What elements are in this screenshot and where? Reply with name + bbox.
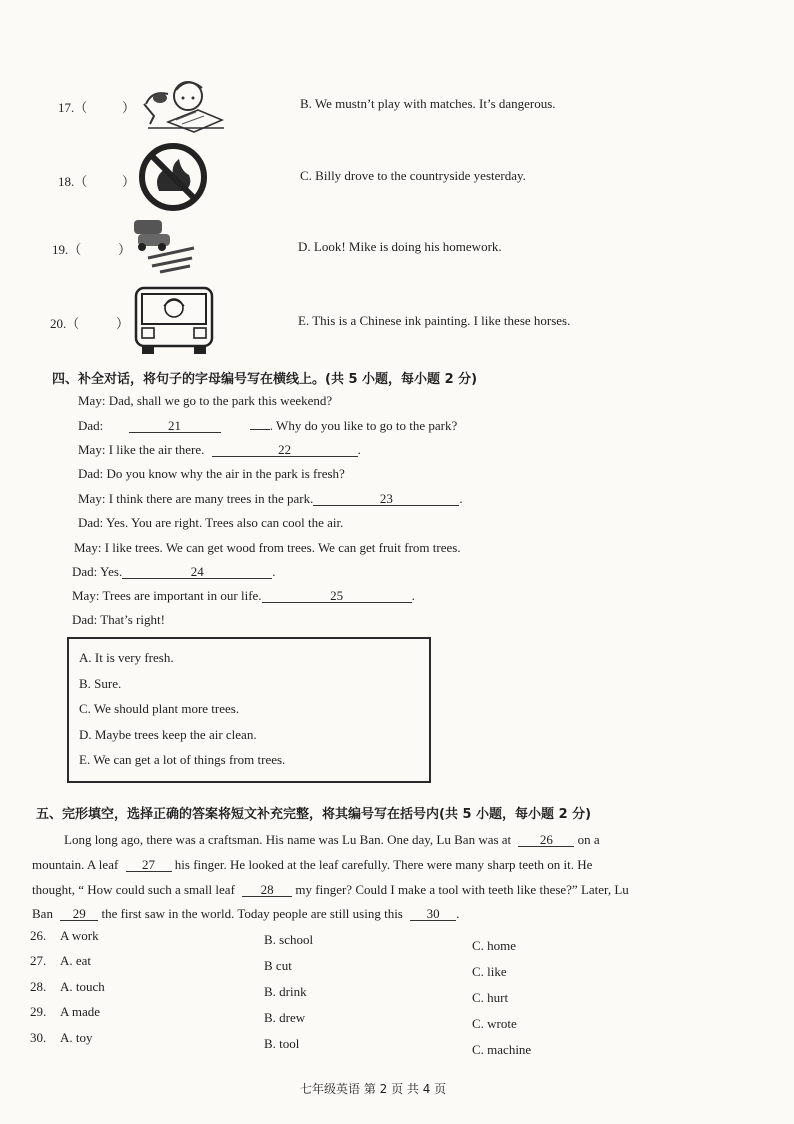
speaker-dad: Dad: [78,418,104,433]
blank-28[interactable]: 28 [242,883,292,897]
choice-27-number: 27. [30,953,47,968]
choice-26-c[interactable]: C. home [472,938,517,953]
bus-driver-picture [132,284,216,356]
choice-27-b[interactable]: B cut [264,958,292,973]
question-19-close: ） [118,242,132,257]
question-19-number: 19.（ [52,242,82,257]
dialogue-line-2 [78,418,457,434]
passage-line-2-end: his finger. He looked at the leaf carefully. There were many sharp teeth on it. He [174,857,593,872]
question-20-close: ） [116,316,130,331]
choice-28-c[interactable]: C. hurt [472,990,509,1005]
blank-22[interactable]: 22 [212,443,358,457]
question-17-number: 17.（ [58,100,88,115]
section-4-title: 四、补全对话，将句子的字母编号写在横线上。(共 5 小题，每小题 2 分) [52,372,478,387]
choice-29-b[interactable]: B. drew [264,1010,306,1025]
blank-27[interactable]: 27 [126,858,172,872]
option-c: C. Billy drove to the countryside yesterday. [300,168,526,183]
no-fire-sign-picture [131,141,215,213]
car-on-road-picture [130,214,200,276]
blank-21-tail [250,429,270,430]
passage-line-3 [32,882,629,898]
choice-27-c[interactable]: C. like [472,964,507,979]
dialogue-line-3-text: May: I like the air there. [78,442,205,457]
passage-line-3-end: my finger? Could I make a tool with teeth like these?” Later, Lu [295,882,629,897]
question-18-number: 18.（ [58,174,88,189]
dialogue-line-6: Dad: Yes. You are right. Trees also can cool the air. [78,515,344,530]
question-20-number: 20.（ [50,316,80,331]
choice-28-a[interactable]: A. touch [60,979,105,994]
passage-line-4-text: the first saw in the world. Today people are still using this [101,906,403,921]
passage-line-4-start: Ban [32,906,53,921]
dialogue-line-8: Dad: Yes. 24 . [72,564,276,579]
dialogue-line-9-text: May: Trees are important in our life. [72,588,262,603]
choice-28-number: 28. [30,979,47,994]
blank-23[interactable]: 23 [313,492,459,506]
question-17-close: ） [122,100,136,115]
passage-line-4-end: . [456,906,460,921]
dialogue-line-10: Dad: That’s right! [72,612,165,627]
dialogue-line-4: Dad: Do you know why the air in the park is fresh? [78,466,345,481]
choice-30-number: 30. [30,1030,47,1045]
choice-29-number: 29. [30,1004,47,1019]
box-option-d: D. Maybe trees keep the air clean. [79,727,257,742]
blank-30[interactable]: 30 [410,907,456,921]
dialogue-line-9: May: Trees are important in our life. 25 . [72,588,415,603]
dialogue-line-8-text: Dad: Yes. [72,564,123,579]
passage-line-2 [32,857,592,873]
question-18-close: ） [122,174,136,189]
dialogue-line-2-rest: . Why do you like to go to the park? [269,418,458,433]
dialogue-line-1: May: Dad, shall we go to the park this weekend? [78,393,333,408]
choice-26-b[interactable]: B. school [264,932,314,947]
blank-24[interactable]: 24 [122,565,272,579]
dialogue-line-5: May: I think there are many trees in the park. 23 . [78,491,463,506]
dialogue-line-7: May: I like trees. We can get wood from trees. We can get fruit from trees. [74,540,461,555]
option-d: D. Look! Mike is doing his homework. [298,239,502,254]
choice-30-a[interactable]: A. toy [60,1030,93,1045]
passage-line-1-end: on a [577,832,600,847]
blank-29[interactable]: 29 [60,907,98,921]
passage-line-1 [64,832,600,848]
blank-25[interactable]: 25 [262,589,412,603]
passage-line-3-text: thought, “ How could such a small leaf [32,882,235,897]
passage-line-1-text: Long long ago, there was a craftsman. His name was Lu Ban. One day, Lu Ban was at [64,832,512,847]
boy-homework-picture [138,74,226,136]
passage-line-2-text: mountain. A leaf [32,857,119,872]
page-footer: 七年级英语 第 2 页 共 4 页 [300,1082,447,1096]
choice-29-a[interactable]: A made [60,1004,101,1019]
choice-30-c[interactable]: C. machine [472,1042,532,1057]
dialogue-line-5-text: May: I think there are many trees in the park. [78,491,314,506]
box-option-b: B. Sure. [79,676,122,691]
section-5-title: 五、完形填空，选择正确的答案将短文补充完整，将其编号写在括号内(共 5 小题，每小题 2 分) [36,807,592,822]
box-option-e: E. We can get a lot of things from trees. [79,752,286,767]
box-option-c: C. We should plant more trees. [79,701,240,716]
option-b: B. We mustn’t play with matches. It’s dangerous. [300,96,556,111]
choice-28-b[interactable]: B. drink [264,984,307,999]
dialogue-line-3: May: I like the air there. 22 . [78,442,361,457]
box-option-a: A. It is very fresh. [79,650,174,665]
option-e: E. This is a Chinese ink painting. I like these horses. [298,313,571,328]
blank-26[interactable]: 26 [518,833,574,847]
passage-line-4 [32,906,459,922]
choice-30-b[interactable]: B. tool [264,1036,300,1051]
blank-21[interactable]: 21 [129,419,221,433]
choice-27-a[interactable]: A. eat [60,953,92,968]
choice-26-number: 26. [30,928,47,943]
choice-26-a[interactable]: A work [60,928,99,943]
choice-29-c[interactable]: C. wrote [472,1016,517,1031]
options-box [67,637,431,783]
